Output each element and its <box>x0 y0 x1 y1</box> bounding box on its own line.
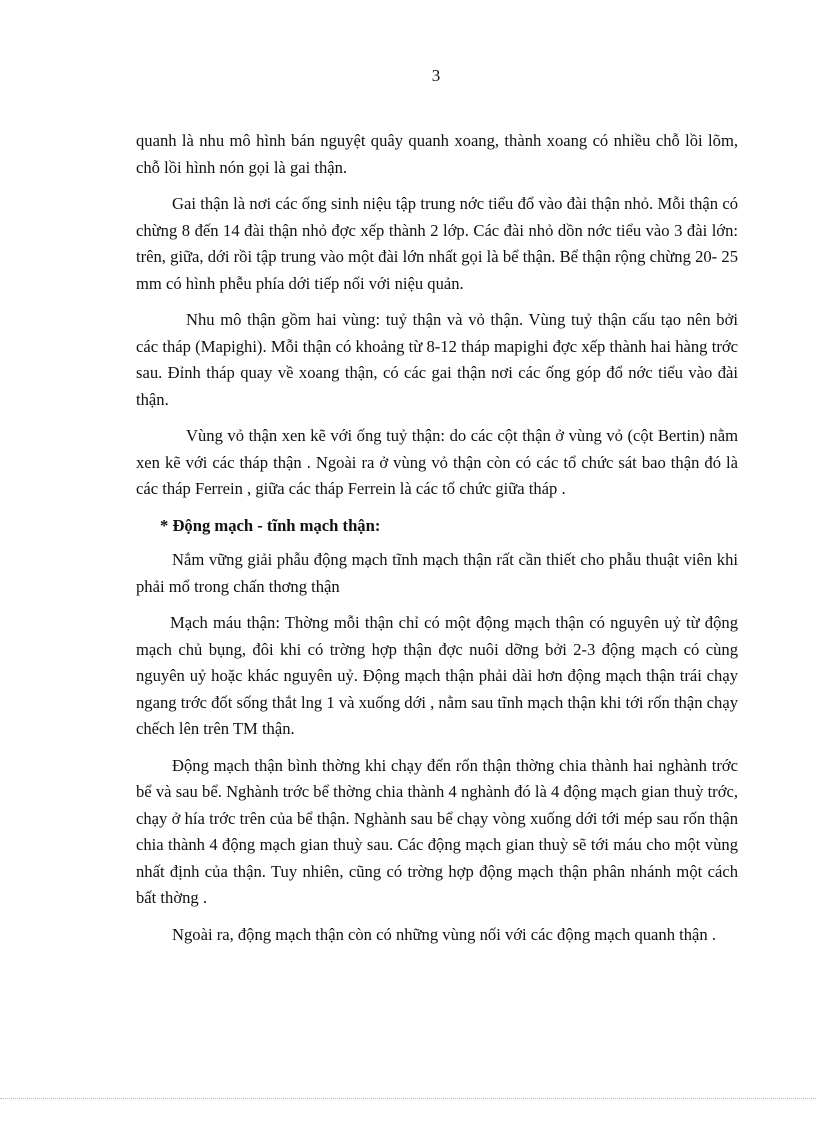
section-heading: * Động mạch - tĩnh mạch thận: <box>160 515 381 535</box>
paragraph: Nhu mô thận gồm hai vùng: tuỷ thận và vỏ thận. Vùng tuỷ thận cấu tạo nên bởi các tháp (Mapighi). Mỗi thận có khoảng từ 8-12 tháp mapighi đợc xếp thành hai hàng trớc sau. Đỉnh tháp quay về xoang thận, có các gai thận nơi các ống góp đổ nớc tiểu vào đài thận. <box>136 310 738 409</box>
paragraph: Động mạch thận bình thờng khi chạy đến rốn thận thờng chia thành hai nghành trớc bể và sau bể. Nghành trớc bể thờng chia thành 4 nghành đó là 4 động mạch gian thuỳ trớc, chạy ở hía trớc trên của bể thận. Nghành sau bể chạy vòng xuống dới tới mép sau rốn thận chia thành 4 động mạch gian thuỳ sau. Các động mạch gian thuỳ sẽ tới máu cho một vùng nhất định của thận. Tuy nhiên, cũng có trờng hợp động mạch thận phân nhánh một cách bất thờng . <box>136 755 738 907</box>
page-number: 3 <box>431 66 441 85</box>
paragraph: Ngoài ra, động mạch thận còn có những vùng nối với các động mạch quanh thận . <box>172 924 717 944</box>
paragraph: Gai thận là nơi các ống sinh niệu tập trung nớc tiểu đổ vào đài thận nhỏ. Mỗi thận có chừng 8 đến 14 đài thận nhỏ đợc xếp thành 2 lớp. Các đài nhỏ dồn nớc tiểu vào 3 đài lớn: trên, giữa, dới rồi tập trung vào một đài lớn nhất gọi là bể thận. Bể thận rộng chừng 20- 25 mm có hình phễu phía dới tiếp nối với niệu quản. <box>136 194 738 293</box>
document-body <box>136 128 738 958</box>
page-bottom-divider <box>0 1098 816 1099</box>
paragraph: quanh là nhu mô hình bán nguyệt quây quanh xoang, thành xoang có nhiều chỗ lồi lõm, chỗ lồi hình nón gọi là gai thận. <box>136 131 738 177</box>
paragraph: Vùng vỏ thận xen kẽ với ống tuỷ thận: do các cột thận ở vùng vỏ (cột Bertin) nằm xen kẽ với các tháp thận . Ngoài ra ở vùng vỏ thận còn có các tổ chức sát bao thận đó là các tháp Ferrein , giữa các tháp Ferrein là các tổ chức giữa tháp . <box>136 426 738 498</box>
paragraph: Mạch máu thận: Thờng mỗi thận chỉ có một động mạch thận có nguyên uỷ từ động mạch chủ bụng, đôi khi có trờng hợp thận đợc nuôi dỡng bởi 2-3 động mạch có cùng nguyên uỷ hoặc khác nguyên uỷ. Động mạch thận phải dài hơn động mạch thận trái chạy ngang trớc đốt sống thắt lng 1 và xuống dới , nằm sau tĩnh mạch thận khi tới rốn thận chạy chếch lên trên TM thận. <box>136 613 738 738</box>
paragraph: Nắm vững giải phẫu động mạch tĩnh mạch thận rất cần thiết cho phẫu thuật viên khi phải mổ trong chấn thơng thận <box>136 550 738 596</box>
